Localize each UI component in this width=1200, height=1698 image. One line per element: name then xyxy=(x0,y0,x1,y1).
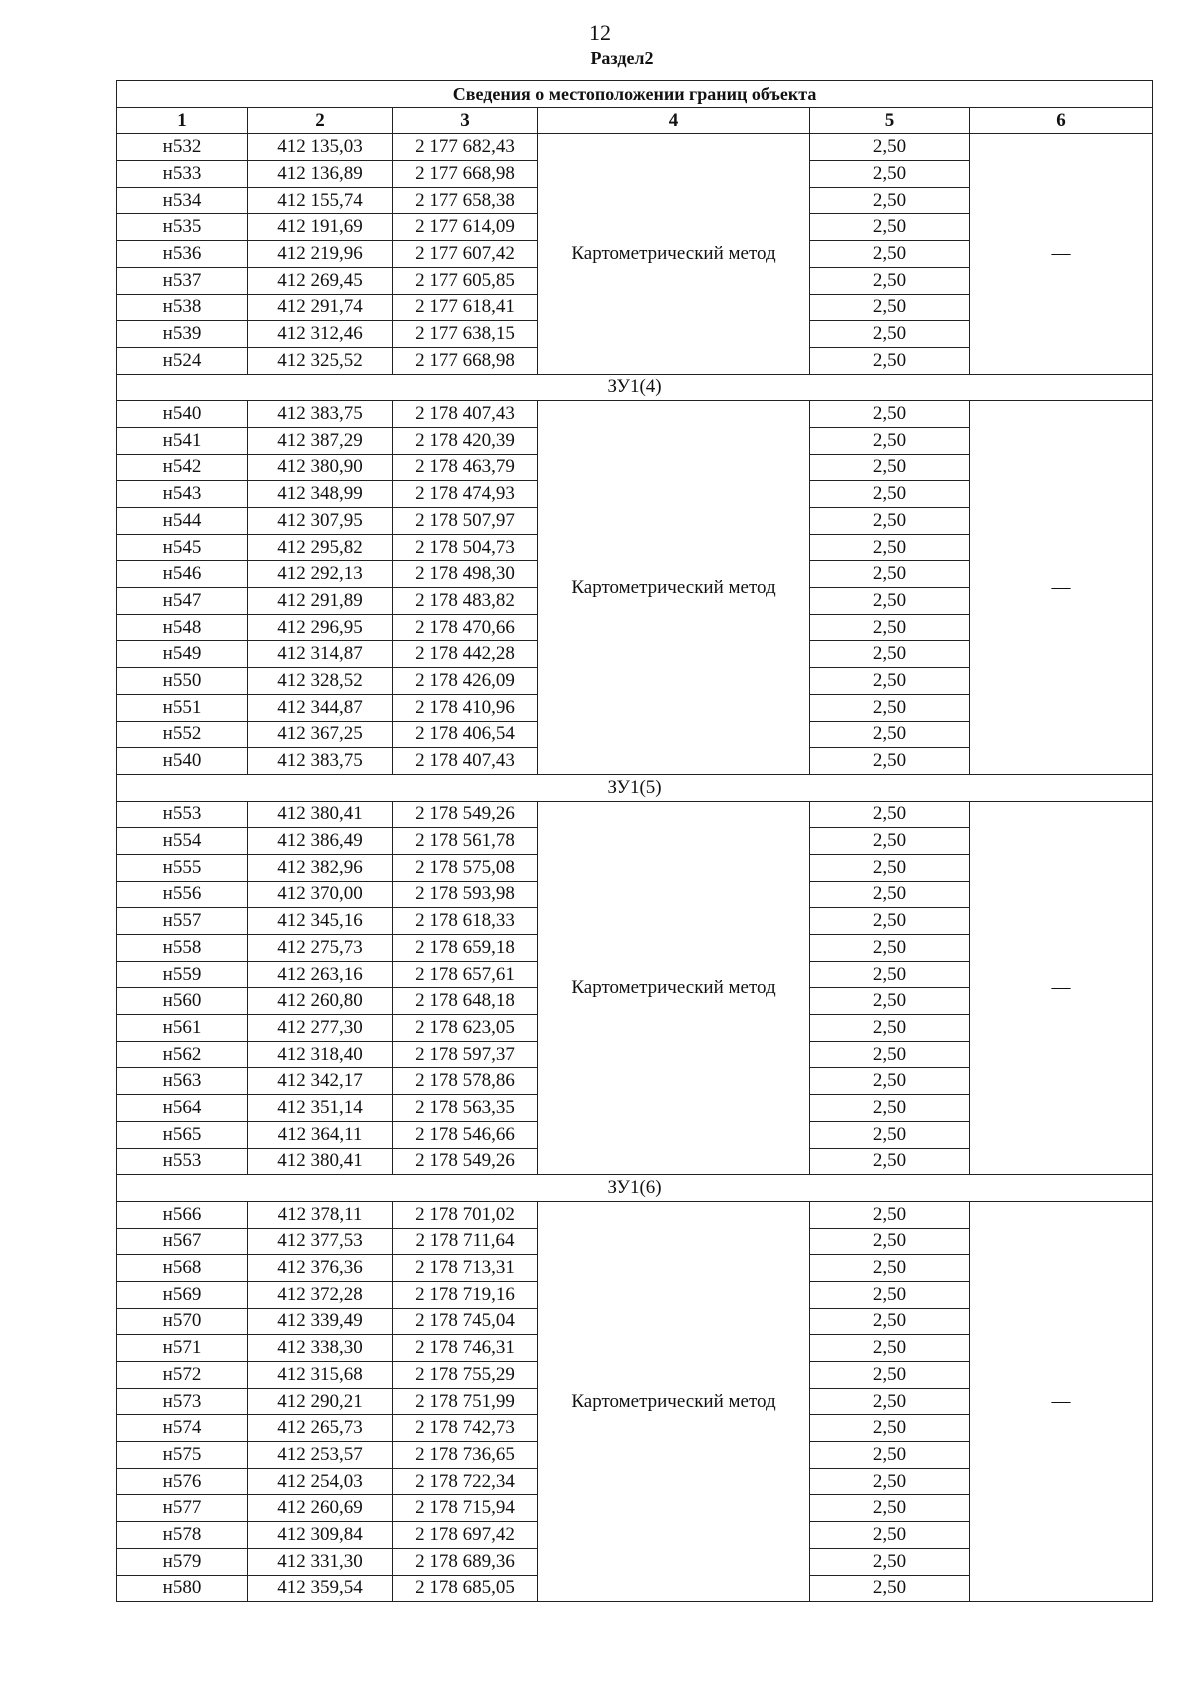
x-coordinate-cell: 412 260,69 xyxy=(248,1495,393,1522)
x-coordinate-cell: 412 290,21 xyxy=(248,1388,393,1415)
accuracy-cell: 2,50 xyxy=(810,561,970,588)
point-name-cell: н543 xyxy=(117,481,248,508)
x-coordinate-cell: 412 377,53 xyxy=(248,1228,393,1255)
column-6-cell: — xyxy=(970,401,1153,775)
accuracy-cell: 2,50 xyxy=(810,427,970,454)
accuracy-cell: 2,50 xyxy=(810,1335,970,1362)
group-row xyxy=(117,374,1153,401)
y-coordinate-cell: 2 178 697,42 xyxy=(393,1522,538,1549)
x-coordinate-cell: 412 269,45 xyxy=(248,267,393,294)
point-name-cell: н556 xyxy=(117,881,248,908)
y-coordinate-cell: 2 178 713,31 xyxy=(393,1255,538,1282)
point-name-cell: н555 xyxy=(117,854,248,881)
y-coordinate-cell: 2 178 751,99 xyxy=(393,1388,538,1415)
point-name-cell: н549 xyxy=(117,641,248,668)
page-number: 12 xyxy=(589,20,611,45)
accuracy-cell: 2,50 xyxy=(810,401,970,428)
point-name-cell: н568 xyxy=(117,1255,248,1282)
point-name-cell: н546 xyxy=(117,561,248,588)
point-name-cell: н547 xyxy=(117,588,248,615)
y-coordinate-cell: 2 178 685,05 xyxy=(393,1575,538,1602)
point-name-cell: н569 xyxy=(117,1281,248,1308)
x-coordinate-cell: 412 364,11 xyxy=(248,1121,393,1148)
point-name-cell: н539 xyxy=(117,321,248,348)
y-coordinate-cell: 2 178 549,26 xyxy=(393,801,538,828)
column-header: 4 xyxy=(538,107,810,134)
point-name-cell: н545 xyxy=(117,534,248,561)
accuracy-cell: 2,50 xyxy=(810,614,970,641)
y-coordinate-cell: 2 178 442,28 xyxy=(393,641,538,668)
x-coordinate-cell: 412 367,25 xyxy=(248,721,393,748)
x-coordinate-cell: 412 253,57 xyxy=(248,1442,393,1469)
point-name-cell: н562 xyxy=(117,1041,248,1068)
y-coordinate-cell: 2 178 746,31 xyxy=(393,1335,538,1362)
accuracy-cell: 2,50 xyxy=(810,1228,970,1255)
accuracy-cell: 2,50 xyxy=(810,241,970,268)
x-coordinate-cell: 412 260,80 xyxy=(248,988,393,1015)
point-name-cell: н567 xyxy=(117,1228,248,1255)
y-coordinate-cell: 2 178 410,96 xyxy=(393,694,538,721)
x-coordinate-cell: 412 314,87 xyxy=(248,641,393,668)
point-name-cell: н563 xyxy=(117,1068,248,1095)
accuracy-cell: 2,50 xyxy=(810,988,970,1015)
y-coordinate-cell: 2 177 618,41 xyxy=(393,294,538,321)
x-coordinate-cell: 412 383,75 xyxy=(248,401,393,428)
accuracy-cell: 2,50 xyxy=(810,1095,970,1122)
y-coordinate-cell: 2 178 719,16 xyxy=(393,1281,538,1308)
column-6-cell: — xyxy=(970,801,1153,1175)
accuracy-cell: 2,50 xyxy=(810,187,970,214)
accuracy-cell: 2,50 xyxy=(810,508,970,535)
x-coordinate-cell: 412 370,00 xyxy=(248,881,393,908)
accuracy-cell: 2,50 xyxy=(810,881,970,908)
point-name-cell: н560 xyxy=(117,988,248,1015)
y-coordinate-cell: 2 178 648,18 xyxy=(393,988,538,1015)
table-row xyxy=(117,801,1153,828)
y-coordinate-cell: 2 178 623,05 xyxy=(393,1015,538,1042)
point-name-cell: н566 xyxy=(117,1201,248,1228)
accuracy-cell: 2,50 xyxy=(810,1362,970,1389)
y-coordinate-cell: 2 178 549,26 xyxy=(393,1148,538,1175)
x-coordinate-cell: 412 348,99 xyxy=(248,481,393,508)
point-name-cell: н572 xyxy=(117,1362,248,1389)
point-name-cell: н544 xyxy=(117,508,248,535)
x-coordinate-cell: 412 315,68 xyxy=(248,1362,393,1389)
x-coordinate-cell: 412 312,46 xyxy=(248,321,393,348)
table-title: Сведения о местоположении границ объекта xyxy=(117,81,1153,108)
point-name-cell: н553 xyxy=(117,1148,248,1175)
point-name-cell: н554 xyxy=(117,828,248,855)
point-name-cell: н561 xyxy=(117,1015,248,1042)
y-coordinate-cell: 2 177 668,98 xyxy=(393,347,538,374)
y-coordinate-cell: 2 178 498,30 xyxy=(393,561,538,588)
y-coordinate-cell: 2 178 578,86 xyxy=(393,1068,538,1095)
y-coordinate-cell: 2 178 711,64 xyxy=(393,1228,538,1255)
point-name-cell: н578 xyxy=(117,1522,248,1549)
accuracy-cell: 2,50 xyxy=(810,214,970,241)
point-name-cell: н575 xyxy=(117,1442,248,1469)
accuracy-cell: 2,50 xyxy=(810,481,970,508)
accuracy-cell: 2,50 xyxy=(810,347,970,374)
x-coordinate-cell: 412 275,73 xyxy=(248,935,393,962)
x-coordinate-cell: 412 378,11 xyxy=(248,1201,393,1228)
x-coordinate-cell: 412 386,49 xyxy=(248,828,393,855)
y-coordinate-cell: 2 178 407,43 xyxy=(393,748,538,775)
table-row xyxy=(117,401,1153,428)
point-name-cell: н536 xyxy=(117,241,248,268)
boundary-coordinates-table xyxy=(116,80,1153,1602)
accuracy-cell: 2,50 xyxy=(810,534,970,561)
x-coordinate-cell: 412 383,75 xyxy=(248,748,393,775)
point-name-cell: н537 xyxy=(117,267,248,294)
table-body xyxy=(117,134,1153,1602)
point-name-cell: н548 xyxy=(117,614,248,641)
point-name-cell: н551 xyxy=(117,694,248,721)
method-cell: Картометрический метод xyxy=(538,801,810,1175)
method-cell: Картометрический метод xyxy=(538,401,810,775)
point-name-cell: н564 xyxy=(117,1095,248,1122)
x-coordinate-cell: 412 325,52 xyxy=(248,347,393,374)
column-6-cell: — xyxy=(970,1201,1153,1601)
point-name-cell: н541 xyxy=(117,427,248,454)
point-name-cell: н573 xyxy=(117,1388,248,1415)
point-name-cell: н532 xyxy=(117,134,248,161)
accuracy-cell: 2,50 xyxy=(810,1522,970,1549)
x-coordinate-cell: 412 254,03 xyxy=(248,1468,393,1495)
point-name-cell: н571 xyxy=(117,1335,248,1362)
accuracy-cell: 2,50 xyxy=(810,721,970,748)
point-name-cell: н576 xyxy=(117,1468,248,1495)
x-coordinate-cell: 412 342,17 xyxy=(248,1068,393,1095)
x-coordinate-cell: 412 295,82 xyxy=(248,534,393,561)
y-coordinate-cell: 2 178 689,36 xyxy=(393,1548,538,1575)
point-name-cell: н579 xyxy=(117,1548,248,1575)
y-coordinate-cell: 2 178 657,61 xyxy=(393,961,538,988)
accuracy-cell: 2,50 xyxy=(810,267,970,294)
y-coordinate-cell: 2 177 614,09 xyxy=(393,214,538,241)
x-coordinate-cell: 412 344,87 xyxy=(248,694,393,721)
accuracy-cell: 2,50 xyxy=(810,1442,970,1469)
accuracy-cell: 2,50 xyxy=(810,1415,970,1442)
method-cell: Картометрический метод xyxy=(538,134,810,374)
y-coordinate-cell: 2 177 607,42 xyxy=(393,241,538,268)
y-coordinate-cell: 2 178 575,08 xyxy=(393,854,538,881)
accuracy-cell: 2,50 xyxy=(810,161,970,188)
x-coordinate-cell: 412 331,30 xyxy=(248,1548,393,1575)
point-name-cell: н577 xyxy=(117,1495,248,1522)
accuracy-cell: 2,50 xyxy=(810,1255,970,1282)
y-coordinate-cell: 2 178 546,66 xyxy=(393,1121,538,1148)
x-coordinate-cell: 412 296,95 xyxy=(248,614,393,641)
x-coordinate-cell: 412 372,28 xyxy=(248,1281,393,1308)
column-header: 3 xyxy=(393,107,538,134)
table-row xyxy=(117,1201,1153,1228)
y-coordinate-cell: 2 177 658,38 xyxy=(393,187,538,214)
x-coordinate-cell: 412 307,95 xyxy=(248,508,393,535)
point-name-cell: н557 xyxy=(117,908,248,935)
point-name-cell: н580 xyxy=(117,1575,248,1602)
accuracy-cell: 2,50 xyxy=(810,1068,970,1095)
group-row xyxy=(117,1175,1153,1202)
x-coordinate-cell: 412 328,52 xyxy=(248,668,393,695)
x-coordinate-cell: 412 376,36 xyxy=(248,1255,393,1282)
x-coordinate-cell: 412 387,29 xyxy=(248,427,393,454)
y-coordinate-cell: 2 178 715,94 xyxy=(393,1495,538,1522)
accuracy-cell: 2,50 xyxy=(810,1041,970,1068)
y-coordinate-cell: 2 178 618,33 xyxy=(393,908,538,935)
y-coordinate-cell: 2 178 736,65 xyxy=(393,1442,538,1469)
y-coordinate-cell: 2 178 463,79 xyxy=(393,454,538,481)
x-coordinate-cell: 412 291,74 xyxy=(248,294,393,321)
point-name-cell: н559 xyxy=(117,961,248,988)
accuracy-cell: 2,50 xyxy=(810,908,970,935)
y-coordinate-cell: 2 178 742,73 xyxy=(393,1415,538,1442)
x-coordinate-cell: 412 135,03 xyxy=(248,134,393,161)
x-coordinate-cell: 412 339,49 xyxy=(248,1308,393,1335)
point-name-cell: н535 xyxy=(117,214,248,241)
y-coordinate-cell: 2 177 638,15 xyxy=(393,321,538,348)
accuracy-cell: 2,50 xyxy=(810,321,970,348)
x-coordinate-cell: 412 292,13 xyxy=(248,561,393,588)
accuracy-cell: 2,50 xyxy=(810,961,970,988)
x-coordinate-cell: 412 265,73 xyxy=(248,1415,393,1442)
x-coordinate-cell: 412 351,14 xyxy=(248,1095,393,1122)
x-coordinate-cell: 412 345,16 xyxy=(248,908,393,935)
point-name-cell: н534 xyxy=(117,187,248,214)
group-label: ЗУ1(4) xyxy=(117,374,1153,401)
y-coordinate-cell: 2 178 593,98 xyxy=(393,881,538,908)
group-label: ЗУ1(6) xyxy=(117,1175,1153,1202)
x-coordinate-cell: 412 191,69 xyxy=(248,214,393,241)
y-coordinate-cell: 2 178 470,66 xyxy=(393,614,538,641)
y-coordinate-cell: 2 178 561,78 xyxy=(393,828,538,855)
x-coordinate-cell: 412 338,30 xyxy=(248,1335,393,1362)
accuracy-cell: 2,50 xyxy=(810,454,970,481)
accuracy-cell: 2,50 xyxy=(810,641,970,668)
point-name-cell: н540 xyxy=(117,748,248,775)
y-coordinate-cell: 2 178 426,09 xyxy=(393,668,538,695)
method-cell: Картометрический метод xyxy=(538,1201,810,1601)
accuracy-cell: 2,50 xyxy=(810,935,970,962)
point-name-cell: н550 xyxy=(117,668,248,695)
accuracy-cell: 2,50 xyxy=(810,1548,970,1575)
point-name-cell: н574 xyxy=(117,1415,248,1442)
point-name-cell: н552 xyxy=(117,721,248,748)
accuracy-cell: 2,50 xyxy=(810,1201,970,1228)
y-coordinate-cell: 2 178 507,97 xyxy=(393,508,538,535)
accuracy-cell: 2,50 xyxy=(810,828,970,855)
accuracy-cell: 2,50 xyxy=(810,1388,970,1415)
group-label: ЗУ1(5) xyxy=(117,774,1153,801)
accuracy-cell: 2,50 xyxy=(810,1468,970,1495)
point-name-cell: н570 xyxy=(117,1308,248,1335)
column-header: 5 xyxy=(810,107,970,134)
x-coordinate-cell: 412 263,16 xyxy=(248,961,393,988)
accuracy-cell: 2,50 xyxy=(810,134,970,161)
section-title: Раздел2 xyxy=(590,48,654,68)
point-name-cell: н540 xyxy=(117,401,248,428)
column-header: 1 xyxy=(117,107,248,134)
x-coordinate-cell: 412 318,40 xyxy=(248,1041,393,1068)
accuracy-cell: 2,50 xyxy=(810,668,970,695)
x-coordinate-cell: 412 291,89 xyxy=(248,588,393,615)
accuracy-cell: 2,50 xyxy=(810,1495,970,1522)
column-6-cell: — xyxy=(970,134,1153,374)
x-coordinate-cell: 412 155,74 xyxy=(248,187,393,214)
y-coordinate-cell: 2 178 722,34 xyxy=(393,1468,538,1495)
accuracy-cell: 2,50 xyxy=(810,1281,970,1308)
accuracy-cell: 2,50 xyxy=(810,294,970,321)
y-coordinate-cell: 2 178 407,43 xyxy=(393,401,538,428)
table-row xyxy=(117,134,1153,161)
x-coordinate-cell: 412 277,30 xyxy=(248,1015,393,1042)
y-coordinate-cell: 2 178 474,93 xyxy=(393,481,538,508)
accuracy-cell: 2,50 xyxy=(810,854,970,881)
x-coordinate-cell: 412 382,96 xyxy=(248,854,393,881)
point-name-cell: н538 xyxy=(117,294,248,321)
accuracy-cell: 2,50 xyxy=(810,588,970,615)
group-row xyxy=(117,774,1153,801)
x-coordinate-cell: 412 219,96 xyxy=(248,241,393,268)
y-coordinate-cell: 2 178 563,35 xyxy=(393,1095,538,1122)
point-name-cell: н524 xyxy=(117,347,248,374)
point-name-cell: н553 xyxy=(117,801,248,828)
accuracy-cell: 2,50 xyxy=(810,1015,970,1042)
point-name-cell: н533 xyxy=(117,161,248,188)
accuracy-cell: 2,50 xyxy=(810,1575,970,1602)
accuracy-cell: 2,50 xyxy=(810,1148,970,1175)
y-coordinate-cell: 2 177 605,85 xyxy=(393,267,538,294)
accuracy-cell: 2,50 xyxy=(810,694,970,721)
x-coordinate-cell: 412 309,84 xyxy=(248,1522,393,1549)
x-coordinate-cell: 412 380,41 xyxy=(248,1148,393,1175)
x-coordinate-cell: 412 359,54 xyxy=(248,1575,393,1602)
x-coordinate-cell: 412 380,41 xyxy=(248,801,393,828)
accuracy-cell: 2,50 xyxy=(810,1121,970,1148)
y-coordinate-cell: 2 178 701,02 xyxy=(393,1201,538,1228)
x-coordinate-cell: 412 380,90 xyxy=(248,454,393,481)
column-header-row xyxy=(117,107,1153,134)
y-coordinate-cell: 2 177 668,98 xyxy=(393,161,538,188)
point-name-cell: н558 xyxy=(117,935,248,962)
y-coordinate-cell: 2 178 504,73 xyxy=(393,534,538,561)
y-coordinate-cell: 2 178 420,39 xyxy=(393,427,538,454)
column-header: 6 xyxy=(970,107,1153,134)
accuracy-cell: 2,50 xyxy=(810,801,970,828)
y-coordinate-cell: 2 178 483,82 xyxy=(393,588,538,615)
y-coordinate-cell: 2 178 745,04 xyxy=(393,1308,538,1335)
y-coordinate-cell: 2 178 659,18 xyxy=(393,935,538,962)
accuracy-cell: 2,50 xyxy=(810,1308,970,1335)
column-header: 2 xyxy=(248,107,393,134)
point-name-cell: н565 xyxy=(117,1121,248,1148)
x-coordinate-cell: 412 136,89 xyxy=(248,161,393,188)
y-coordinate-cell: 2 178 406,54 xyxy=(393,721,538,748)
y-coordinate-cell: 2 177 682,43 xyxy=(393,134,538,161)
point-name-cell: н542 xyxy=(117,454,248,481)
y-coordinate-cell: 2 178 755,29 xyxy=(393,1362,538,1389)
y-coordinate-cell: 2 178 597,37 xyxy=(393,1041,538,1068)
accuracy-cell: 2,50 xyxy=(810,748,970,775)
